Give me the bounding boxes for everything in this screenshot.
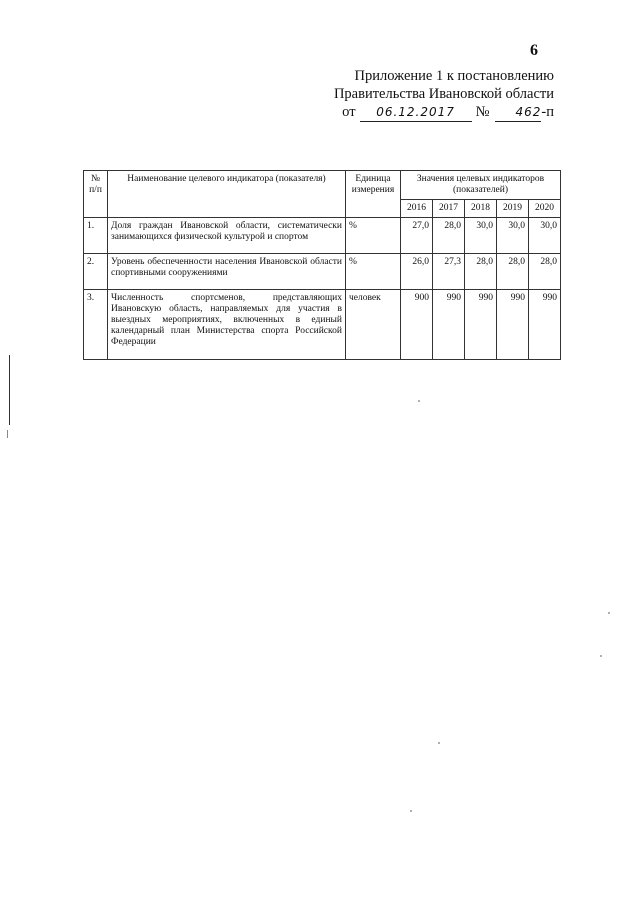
scan-speck <box>438 742 440 744</box>
row-value: 27,3 <box>433 254 465 290</box>
header-year: 2018 <box>465 200 497 218</box>
row-value: 990 <box>433 290 465 360</box>
document-number: 462 <box>495 103 541 122</box>
row-value: 990 <box>497 290 529 360</box>
row-value: 30,0 <box>465 218 497 254</box>
document-header <box>334 67 554 122</box>
scan-margin-line <box>9 355 10 425</box>
row-value: 28,0 <box>497 254 529 290</box>
row-value: 30,0 <box>529 218 561 254</box>
header-year: 2017 <box>433 200 465 218</box>
header-line-1: Приложение 1 к постановлению <box>354 68 554 84</box>
scan-speck <box>600 655 602 657</box>
row-value: 27,0 <box>401 218 433 254</box>
row-value: 28,0 <box>433 218 465 254</box>
table-header-row <box>84 171 561 200</box>
header-line-2: Правительства Ивановской области <box>333 86 554 102</box>
header-unit: Единица измерения <box>346 171 401 218</box>
row-num: 1. <box>84 218 108 254</box>
header-year: 2016 <box>401 200 433 218</box>
number-suffix: -п <box>541 104 554 120</box>
row-unit: % <box>346 218 401 254</box>
header-year: 2020 <box>529 200 561 218</box>
header-year: 2019 <box>497 200 529 218</box>
table-row <box>84 290 561 360</box>
row-num: 2. <box>84 254 108 290</box>
row-value: 28,0 <box>465 254 497 290</box>
row-value: 28,0 <box>529 254 561 290</box>
table-row <box>84 254 561 290</box>
document-date: 06.12.2017 <box>360 103 472 122</box>
header-signature-row <box>342 103 554 122</box>
row-value: 26,0 <box>401 254 433 290</box>
scan-speck <box>410 810 412 812</box>
row-value: 990 <box>465 290 497 360</box>
table-row <box>84 218 561 254</box>
row-value: 900 <box>401 290 433 360</box>
row-unit: человек <box>346 290 401 360</box>
number-label: № <box>475 104 490 120</box>
from-label: от <box>342 104 356 120</box>
header-num: № п/п <box>84 171 108 218</box>
row-name: Численность спортсменов, представляющих Ивановскую область, направляемых для участия в выездных мероприятиях, включенных в единый календарный план Министерства спорта Российской Федерации <box>108 290 346 360</box>
row-value: 990 <box>529 290 561 360</box>
scan-margin-line <box>7 430 8 438</box>
header-name: Наименование целевого индикатора (показателя) <box>108 171 346 218</box>
row-name: Уровень обеспеченности населения Ивановской области спортивными сооружениями <box>108 254 346 290</box>
indicators-table <box>83 170 561 360</box>
scan-speck <box>418 400 420 402</box>
page-number: 6 <box>530 42 538 59</box>
row-unit: % <box>346 254 401 290</box>
header-values: Значения целевых индикаторов (показателей) <box>401 171 561 200</box>
row-value: 30,0 <box>497 218 529 254</box>
scan-speck <box>608 612 610 614</box>
row-name: Доля граждан Ивановской области, систематически занимающихся физической культурой и спортом <box>108 218 346 254</box>
row-num: 3. <box>84 290 108 360</box>
